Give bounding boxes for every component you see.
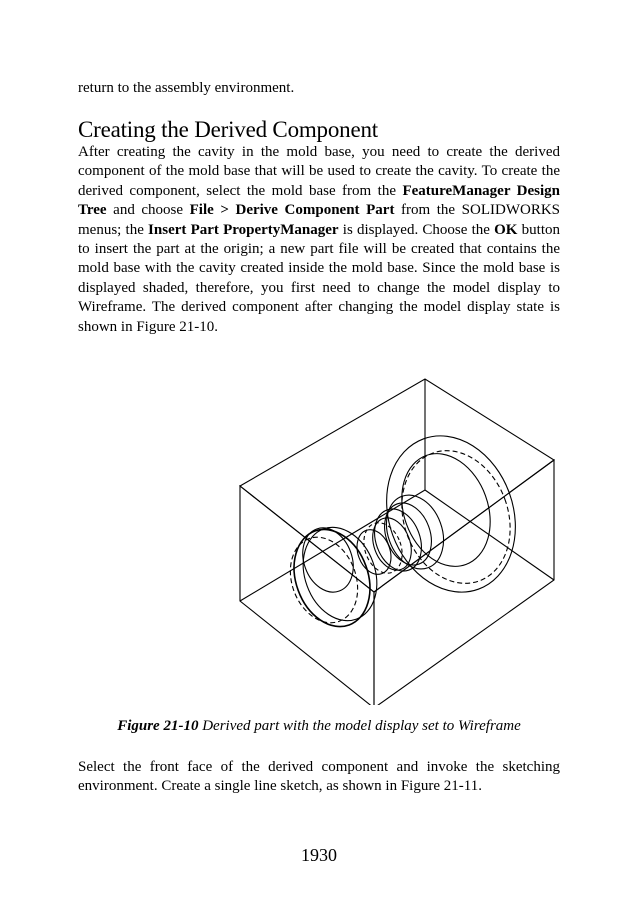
paragraph-text: After creating the cavity in the mold base, you need to create the derived component of the mold base that will be used to create the cavity. To create the derived component, select the mold base from the [78, 144, 560, 199]
cavity-ellipses [279, 418, 537, 638]
wireframe-figure [158, 375, 558, 705]
caption-text: Derived part with the model display set to Wireframe [198, 718, 521, 734]
paragraph-text: button to insert the part at the origin; a new part file will be created that contains the mold base with the cavity created inside the mold base. Since the mold base is displayed shaded, therefore, you first need to change the model display to Wireframe. The derived component after changing the model display state is shown in Figure 21-10. [78, 221, 560, 335]
continuation-text: return to the assembly environment. [78, 80, 295, 96]
paragraph-text: and choose [106, 202, 190, 219]
bold-term-propertymanager: Insert Part PropertyManager [148, 221, 339, 238]
body-paragraph [78, 143, 560, 337]
page-number: 1930 [301, 845, 337, 865]
box-edges [240, 379, 554, 705]
body-paragraph-2: Select the front face of the derived component and invoke the sketching environment. Create a single line sketch, as shown in Figure 21-11. [78, 759, 560, 795]
section-heading: Creating the Derived Component [78, 117, 378, 142]
bold-term-featuremanager: FeatureManager Design Tree [78, 182, 560, 219]
paragraph-text: from the SOLIDWORKS menus; the [78, 202, 561, 238]
bold-term-menu-path: File > Derive Component Part [189, 202, 395, 219]
figure-caption [78, 718, 560, 735]
paragraph-text: is displayed. Choose the [338, 221, 495, 238]
caption-label: Figure 21-10 [117, 718, 199, 734]
bold-term-ok: OK [494, 221, 518, 238]
